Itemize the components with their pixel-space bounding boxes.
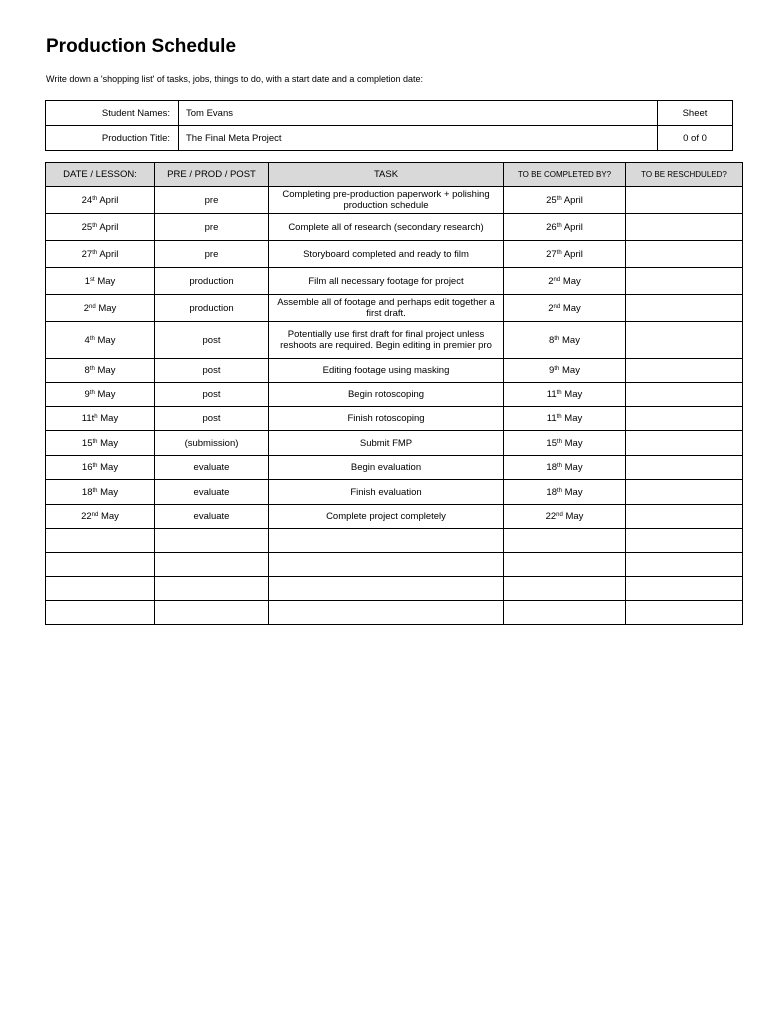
start-date-cell[interactable]: [46, 431, 155, 456]
start-date-cell-month: April: [99, 194, 119, 206]
rescheduled-cell[interactable]: [626, 295, 743, 322]
page-title: Production Schedule: [46, 36, 237, 57]
rescheduled-cell[interactable]: [626, 480, 743, 505]
completion-date-cell-day: 2: [548, 275, 554, 287]
schedule-table: [45, 162, 743, 625]
completion-date-cell-suffix: th: [556, 249, 562, 256]
phase-cell[interactable]: [155, 601, 269, 625]
completion-date-cell-suffix: nd: [553, 276, 561, 283]
completion-date-cell-month: May: [564, 389, 583, 400]
start-date-cell-day: 24: [81, 194, 93, 206]
schedule-header-row: [46, 163, 743, 187]
completion-date-cell[interactable]: [504, 295, 626, 322]
start-date-cell[interactable]: [46, 359, 155, 383]
start-date-cell[interactable]: [46, 505, 155, 529]
info-table: [45, 100, 733, 151]
task-cell[interactable]: Editing footage using masking: [269, 359, 504, 383]
student-names-value[interactable]: Tom Evans: [179, 101, 658, 126]
completion-date-cell-suffix: th: [556, 487, 562, 494]
start-date-cell[interactable]: [46, 268, 155, 295]
completion-date-cell-month: May: [565, 511, 584, 522]
table-row: [46, 359, 743, 383]
completion-date-cell[interactable]: [504, 214, 626, 241]
completion-date-cell-day: 18: [546, 462, 557, 473]
completion-date-cell-suffix: nd: [556, 512, 563, 518]
completion-date-cell-day: 27: [546, 248, 557, 260]
completion-date-cell-suffix: th: [556, 390, 562, 396]
start-date-cell-month: May: [97, 389, 116, 400]
start-date-cell[interactable]: [46, 553, 155, 577]
header-completed-by: TO BE COMPLETED BY?: [504, 163, 626, 187]
completion-date-cell-day: 18: [546, 486, 557, 498]
task-cell[interactable]: Finish rotoscoping: [269, 407, 504, 431]
instructions-text: Write down a 'shopping list' of tasks, jobs, things to do, with a start date and a completion date:: [46, 74, 423, 84]
phase-cell[interactable]: evaluate: [155, 456, 269, 480]
phase-cell[interactable]: pre: [155, 187, 269, 214]
start-date-cell-day: 16: [81, 462, 93, 473]
rescheduled-cell[interactable]: [626, 359, 743, 383]
start-date-cell-month: May: [100, 511, 119, 522]
completion-date-cell-month: May: [562, 302, 581, 314]
completion-date-cell-day: 11: [546, 413, 557, 424]
task-cell[interactable]: [269, 553, 504, 577]
completion-date-cell-suffix: th: [554, 366, 560, 372]
phase-cell[interactable]: (submission): [155, 431, 269, 456]
table-row: [46, 456, 743, 480]
completion-date-cell[interactable]: [504, 241, 626, 268]
start-date-cell-day: 4: [84, 334, 90, 346]
task-cell[interactable]: Finish evaluation: [269, 480, 504, 505]
header-phase: PRE / PROD / POST: [155, 163, 269, 187]
task-cell[interactable]: [269, 529, 504, 553]
completion-date-cell[interactable]: [504, 359, 626, 383]
task-cell[interactable]: [269, 601, 504, 625]
start-date-cell-suffix: h: [94, 414, 98, 420]
completion-date-cell[interactable]: [504, 187, 626, 214]
sheet-value: 0 of 0: [658, 126, 733, 151]
table-row: [46, 553, 743, 577]
phase-cell[interactable]: post: [155, 359, 269, 383]
start-date-cell-month: May: [100, 462, 119, 473]
phase-cell[interactable]: [155, 529, 269, 553]
completion-date-cell[interactable]: [504, 601, 626, 625]
completion-date-cell[interactable]: [504, 407, 626, 431]
start-date-cell-month: May: [98, 302, 117, 314]
start-date-cell-suffix: th: [92, 195, 98, 202]
rescheduled-cell[interactable]: [626, 268, 743, 295]
completion-date-cell[interactable]: [504, 480, 626, 505]
table-row: [46, 431, 743, 456]
completion-date-cell-month: May: [564, 413, 583, 424]
table-row: [46, 241, 743, 268]
start-date-cell[interactable]: [46, 601, 155, 625]
completion-date-cell-day: 2: [548, 302, 554, 314]
completion-date-cell-suffix: th: [556, 463, 562, 469]
start-date-cell-suffix: nd: [91, 512, 99, 518]
rescheduled-cell[interactable]: [626, 553, 743, 577]
completion-date-cell-month: May: [562, 275, 581, 287]
task-cell[interactable]: Complete project completely: [269, 505, 504, 529]
start-date-cell-month: May: [100, 486, 119, 498]
table-row: [46, 601, 743, 625]
start-date-cell-suffix: th: [89, 335, 95, 342]
phase-cell[interactable]: [155, 577, 269, 601]
completion-date-cell[interactable]: [504, 577, 626, 601]
task-cell[interactable]: Film all necessary footage for project: [269, 268, 504, 295]
table-row: [46, 577, 743, 601]
start-date-cell[interactable]: [46, 456, 155, 480]
rescheduled-cell[interactable]: [626, 601, 743, 625]
start-date-cell-day: 2: [83, 302, 89, 314]
completion-date-cell[interactable]: [504, 505, 626, 529]
start-date-cell-day: 22: [81, 511, 92, 522]
completion-date-cell[interactable]: [504, 456, 626, 480]
completion-date-cell-day: 15: [546, 437, 557, 449]
start-date-cell-day: 8: [84, 365, 90, 376]
table-row: [46, 214, 743, 241]
task-cell[interactable]: [269, 577, 504, 601]
task-cell[interactable]: Completing pre-production paperwork + polishing production schedule: [269, 187, 504, 214]
completion-date-cell-day: 8: [549, 334, 555, 346]
completion-date-cell-day: 26: [546, 221, 557, 233]
header-task: TASK: [269, 163, 504, 187]
completion-date-cell-month: April: [563, 248, 583, 260]
start-date-cell-suffix: nd: [89, 303, 96, 310]
rescheduled-cell[interactable]: [626, 529, 743, 553]
completion-date-cell-month: May: [564, 462, 583, 473]
start-date-cell-day: 15: [81, 437, 93, 449]
start-date-cell[interactable]: [46, 577, 155, 601]
rescheduled-cell[interactable]: [626, 505, 743, 529]
completion-date-cell[interactable]: [504, 529, 626, 553]
header-rescheduled: TO BE RESCHDULED?: [626, 163, 743, 187]
completion-date-cell-suffix: th: [556, 438, 562, 445]
completion-date-cell-suffix: th: [556, 222, 562, 229]
phase-cell[interactable]: evaluate: [155, 480, 269, 505]
start-date-cell-suffix: th: [92, 222, 98, 229]
start-date-cell-suffix: th: [89, 390, 95, 396]
production-title-row: [46, 126, 733, 151]
completion-date-cell[interactable]: [504, 268, 626, 295]
start-date-cell-suffix: th: [89, 366, 95, 372]
start-date-cell[interactable]: [46, 214, 155, 241]
task-cell[interactable]: Begin rotoscoping: [269, 383, 504, 407]
task-cell[interactable]: Begin evaluation: [269, 456, 504, 480]
start-date-cell-suffix: th: [92, 249, 98, 256]
completion-date-cell[interactable]: [504, 431, 626, 456]
task-cell[interactable]: Complete all of research (secondary research): [269, 214, 504, 241]
completion-date-cell[interactable]: [504, 383, 626, 407]
start-date-cell-month: April: [99, 221, 119, 233]
phase-cell[interactable]: [155, 553, 269, 577]
phase-cell[interactable]: pre: [155, 241, 269, 268]
completion-date-cell[interactable]: [504, 322, 626, 359]
completion-date-cell-suffix: th: [556, 414, 562, 420]
completion-date-cell-suffix: nd: [553, 303, 561, 310]
phase-cell[interactable]: evaluate: [155, 505, 269, 529]
table-row: [46, 480, 743, 505]
start-date-cell[interactable]: [46, 529, 155, 553]
student-row: [46, 101, 733, 126]
start-date-cell[interactable]: [46, 322, 155, 359]
start-date-cell-day: 11t: [81, 413, 95, 424]
rescheduled-cell[interactable]: [626, 322, 743, 359]
table-row: [46, 407, 743, 431]
start-date-cell[interactable]: [46, 241, 155, 268]
task-cell[interactable]: Submit FMP: [269, 431, 504, 456]
start-date-cell-month: May: [100, 413, 119, 424]
table-row: [46, 295, 743, 322]
start-date-cell-suffix: st: [90, 276, 95, 283]
start-date-cell-month: April: [99, 248, 119, 260]
completion-date-cell-day: 22: [545, 511, 557, 522]
phase-cell[interactable]: pre: [155, 214, 269, 241]
rescheduled-cell[interactable]: [626, 187, 743, 214]
start-date-cell-day: 25: [81, 221, 93, 233]
start-date-cell-day: 18: [81, 486, 93, 498]
completion-date-cell-month: May: [562, 365, 580, 376]
phase-cell[interactable]: production: [155, 295, 269, 322]
start-date-cell-month: May: [100, 437, 119, 449]
start-date-cell[interactable]: [46, 295, 155, 322]
rescheduled-cell[interactable]: [626, 241, 743, 268]
rescheduled-cell[interactable]: [626, 577, 743, 601]
completion-date-cell-month: April: [563, 221, 583, 233]
phase-cell[interactable]: post: [155, 322, 269, 359]
completion-date-cell-month: May: [564, 437, 583, 449]
rescheduled-cell[interactable]: [626, 456, 743, 480]
completion-date-cell-month: May: [564, 486, 583, 498]
start-date-cell[interactable]: [46, 383, 155, 407]
phase-cell[interactable]: post: [155, 407, 269, 431]
rescheduled-cell[interactable]: [626, 407, 743, 431]
sheet-label: Sheet: [658, 101, 733, 126]
rescheduled-cell[interactable]: [626, 431, 743, 456]
completion-date-cell-day: 11: [546, 389, 557, 400]
table-row: [46, 187, 743, 214]
completion-date-cell-suffix: th: [556, 195, 562, 202]
start-date-cell-month: May: [97, 365, 116, 376]
start-date-cell-day: 27: [81, 248, 93, 260]
start-date-cell-day: 9: [84, 389, 90, 400]
start-date-cell-month: May: [97, 334, 116, 346]
start-date-cell[interactable]: [46, 480, 155, 505]
student-names-label: Student Names:: [46, 101, 179, 126]
completion-date-cell-suffix: th: [554, 335, 560, 342]
rescheduled-cell[interactable]: [626, 383, 743, 407]
start-date-cell[interactable]: [46, 407, 155, 431]
start-date-cell-suffix: th: [92, 487, 98, 494]
task-cell[interactable]: Potentially use first draft for final project unless reshoots are required. Begin editing in premier pro: [269, 322, 504, 359]
production-title-label: Production Title:: [46, 126, 179, 151]
header-date-lesson: DATE / LESSON:: [46, 163, 155, 187]
phase-cell[interactable]: post: [155, 383, 269, 407]
rescheduled-cell[interactable]: [626, 214, 743, 241]
table-row: [46, 268, 743, 295]
production-title-value[interactable]: The Final Meta Project: [179, 126, 658, 151]
start-date-cell-month: May: [97, 275, 116, 287]
completion-date-cell-month: April: [563, 194, 583, 206]
phase-cell[interactable]: production: [155, 268, 269, 295]
completion-date-cell-day: 25: [546, 194, 557, 206]
start-date-cell-suffix: th: [92, 438, 98, 445]
start-date-cell-day: 1: [84, 275, 91, 287]
completion-date-cell[interactable]: [504, 553, 626, 577]
start-date-cell-suffix: th: [92, 463, 98, 469]
completion-date-cell-day: 9: [549, 365, 555, 376]
table-row: [46, 322, 743, 359]
table-row: [46, 383, 743, 407]
table-row: [46, 505, 743, 529]
table-row: [46, 529, 743, 553]
task-cell[interactable]: Assemble all of footage and perhaps edit together a first draft.: [269, 295, 504, 322]
completion-date-cell-month: May: [562, 334, 580, 346]
task-cell[interactable]: Storyboard completed and ready to film: [269, 241, 504, 268]
start-date-cell[interactable]: [46, 187, 155, 214]
